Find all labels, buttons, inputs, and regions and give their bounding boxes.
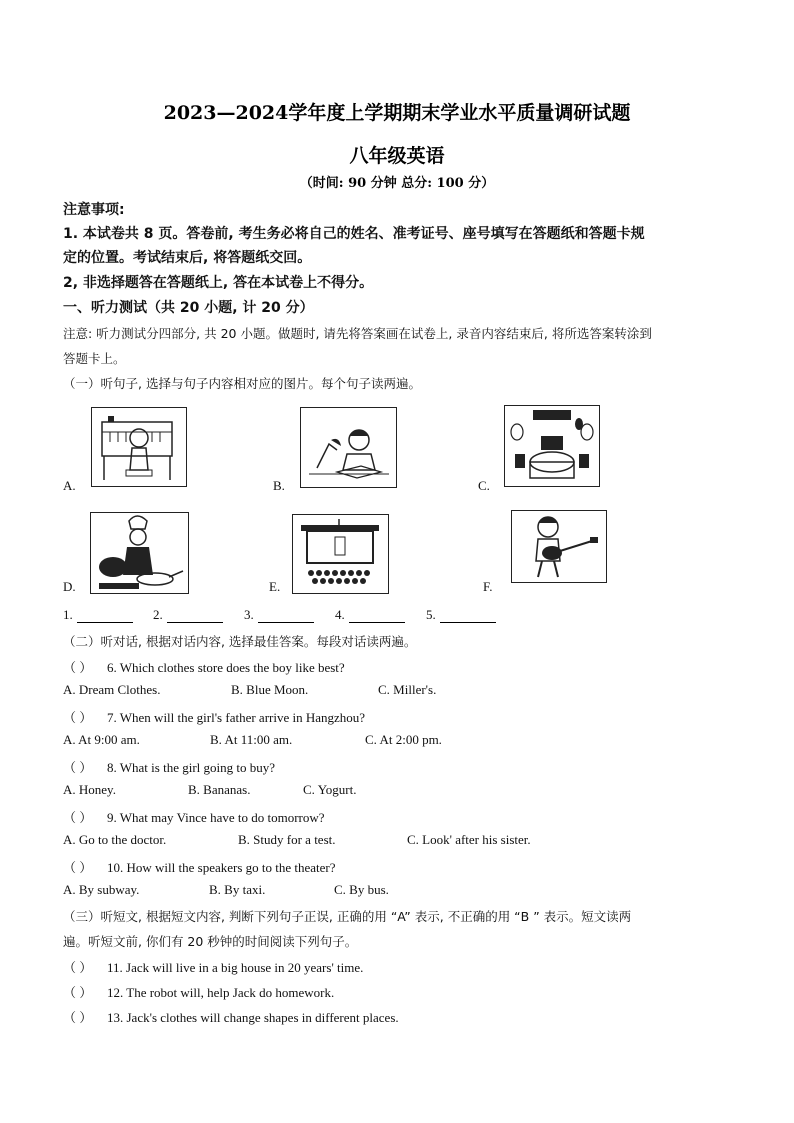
question-text: 8. What is the girl going to buy? [107, 760, 276, 775]
answer-paren[interactable]: （ ） [63, 1010, 93, 1025]
notice-line-2: 2, 非选择题答在答题纸上, 答在本试卷上不得分。 [63, 275, 374, 291]
blank-line [167, 609, 223, 623]
birthday-party-illustration [505, 406, 599, 486]
answer-paren[interactable]: （ ） [63, 985, 93, 1000]
picture-guitar [511, 510, 607, 583]
question-text: 9. What may Vince have to do tomorrow? [107, 810, 325, 825]
part3-instruction-a: （三）听短文, 根据短文内容, 判断下列句子正误, 正确的用 “A” 表示, 不正确的用 “B ” 表示。短文读两 [63, 909, 632, 924]
question-text: 7. When will the girl's father arrive in Hangzhou? [107, 710, 366, 725]
chef-cooking-illustration [91, 513, 188, 593]
exam-title: 2023—2024学年度上学期期末学业水平质量调研试题 [163, 102, 631, 124]
picture-letter-c: C. [478, 478, 490, 493]
picture-letter-b: B. [273, 478, 285, 493]
option-9c: C. Look' after his sister. [407, 832, 531, 847]
option-6c: C. Miller's. [378, 682, 437, 697]
answer-paren[interactable]: （ ） [63, 860, 93, 875]
option-9a: A. Go to the doctor. [63, 832, 167, 847]
picture-letter-d: D. [63, 579, 76, 594]
option-10c: C. By bus. [334, 882, 389, 897]
blank-line [440, 609, 496, 623]
blank-number: 3. [244, 607, 254, 622]
picture-party [504, 405, 600, 487]
piano-player-illustration [92, 408, 186, 486]
tf-text: 11. Jack will live in a big house in 20 years' time. [107, 960, 364, 975]
option-10a: A. By subway. [63, 882, 140, 897]
answer-blank-1[interactable] [63, 607, 133, 623]
notice-line-1a: 1. 本试卷共 8 页。答卷前, 考生务必将自己的姓名、准考证号、座号填写在答题纸和答题卡规 [63, 226, 645, 242]
answer-blank-3[interactable] [244, 607, 314, 623]
part2-instruction: （二）听对话, 根据对话内容, 选择最佳答案。每段对话读两遍。 [63, 634, 417, 649]
answer-blank-5[interactable] [426, 607, 496, 623]
answer-paren[interactable]: （ ） [63, 710, 93, 725]
picture-cooking [90, 512, 189, 594]
tf-item-11 [63, 957, 363, 976]
notice-heading: 注意事项: [63, 202, 125, 218]
option-9b: B. Study for a test. [238, 832, 336, 847]
blank-number: 5. [426, 607, 436, 622]
section1-note-b: 答题卡上。 [63, 351, 126, 366]
answer-paren[interactable]: （ ） [63, 660, 93, 675]
answer-blank-4[interactable] [335, 607, 405, 623]
question-6 [63, 657, 345, 676]
picture-letter-e: E. [269, 579, 281, 594]
tf-item-13 [63, 1007, 399, 1026]
picture-letter-a: A. [63, 478, 76, 493]
part1-instruction: （一）听句子, 选择与句子内容相对应的图片。每个句子读两遍。 [63, 376, 421, 391]
part3-instruction-b: 遍。听短文前, 你们有 20 秒钟的时间阅读下列句子。 [63, 934, 358, 949]
tf-text: 12. The robot will, help Jack do homework. [107, 985, 335, 1000]
exam-time-info: （时间: 90 分钟 总分: 100 分） [299, 176, 495, 191]
blank-number: 4. [335, 607, 345, 622]
exam-subtitle: 八年级英语 [349, 145, 445, 167]
answer-blank-2[interactable] [153, 607, 223, 623]
blank-number: 1. [63, 607, 73, 622]
option-7a: A. At 9:00 am. [63, 732, 140, 747]
section1-heading: 一、听力测试（共 20 小题, 计 20 分） [63, 300, 314, 316]
option-6a: A. Dream Clothes. [63, 682, 161, 697]
question-9 [63, 807, 325, 826]
question-8 [63, 757, 275, 776]
picture-theater [292, 514, 389, 594]
section1-note-a: 注意: 听力测试分四部分, 共 20 小题。做题时, 请先将答案画在试卷上, 录音内容结束后, 将所选答案转涂到 [63, 326, 652, 341]
answer-paren[interactable]: （ ） [63, 760, 93, 775]
tf-text: 13. Jack's clothes will change shapes in different places. [107, 1010, 399, 1025]
notice-line-1b: 定的位置。考试结束后, 将答题纸交回。 [63, 250, 312, 266]
picture-piano [91, 407, 187, 487]
question-text: 6. Which clothes store does the boy like best? [107, 660, 345, 675]
picture-reading [300, 407, 397, 488]
question-10 [63, 857, 336, 876]
blank-line [258, 609, 314, 623]
boy-playing-guitar-illustration [512, 511, 606, 582]
blank-line [77, 609, 133, 623]
option-10b: B. By taxi. [209, 882, 266, 897]
answer-paren[interactable]: （ ） [63, 960, 93, 975]
theater-illustration [293, 515, 388, 593]
blank-number: 2. [153, 607, 163, 622]
option-7b: B. At 11:00 am. [210, 732, 293, 747]
option-7c: C. At 2:00 pm. [365, 732, 442, 747]
question-text: 10. How will the speakers go to the theater? [107, 860, 336, 875]
question-7 [63, 707, 365, 726]
boy-reading-illustration [301, 408, 396, 487]
answer-paren[interactable]: （ ） [63, 810, 93, 825]
tf-item-12 [63, 982, 334, 1001]
option-6b: B. Blue Moon. [231, 682, 309, 697]
option-8a: A. Honey. [63, 782, 116, 797]
picture-letter-f: F. [483, 579, 493, 594]
blank-line [349, 609, 405, 623]
option-8b: B. Bananas. [188, 782, 251, 797]
option-8c: C. Yogurt. [303, 782, 357, 797]
